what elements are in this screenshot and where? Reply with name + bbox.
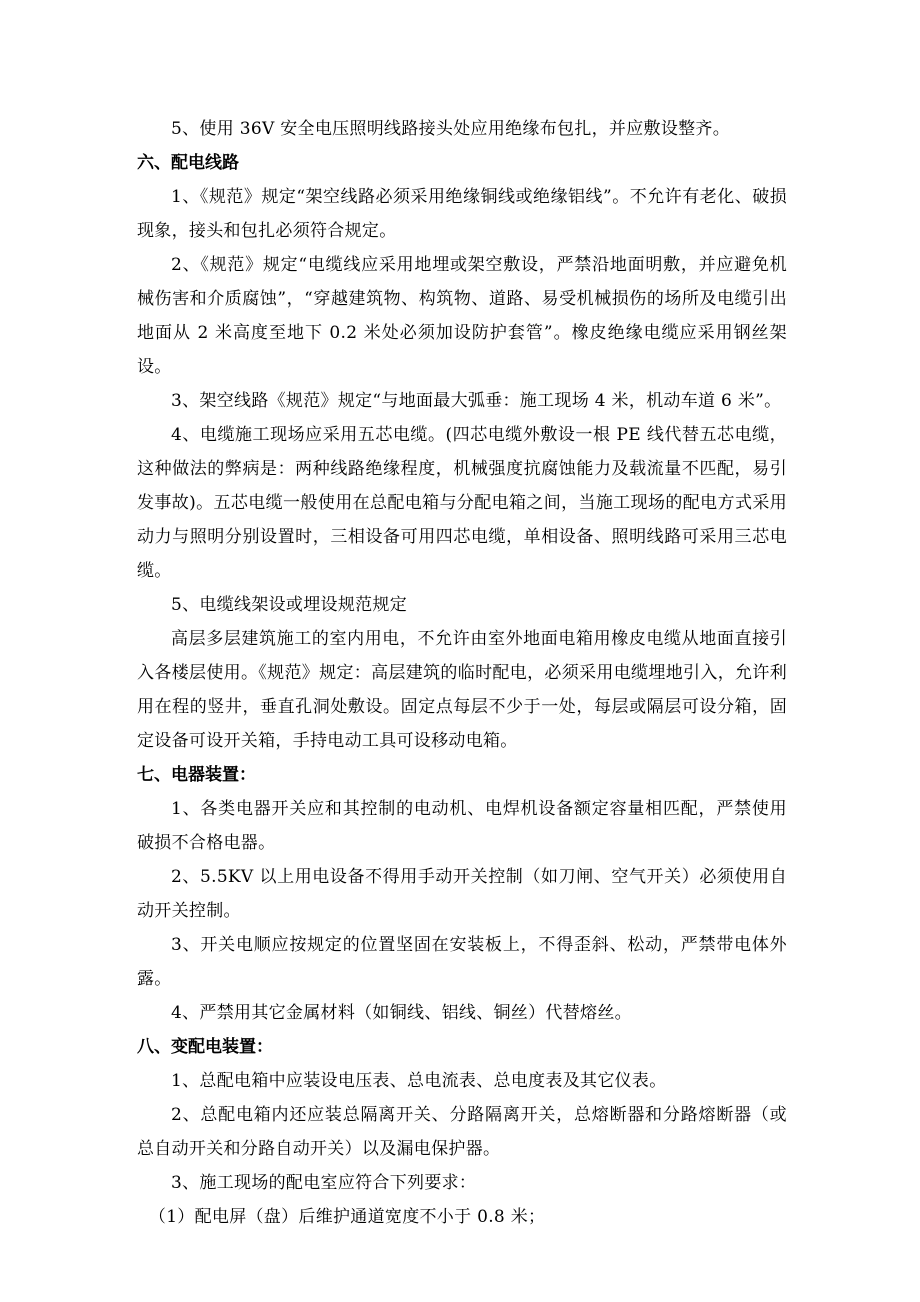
paragraph-wiring-1: 1、《规范》规定“架空线路必须采用绝缘铜线或绝缘铝线”。不允许有老化、破损现象，接头和包扎必须符合规定。 (137, 187, 787, 241)
paragraph-lighting-5: 5、使用 36V 安全电压照明线路接头处应用绝缘布包扎，并应敷设整齐。 (171, 119, 731, 139)
section-heading-6: 六、配电线路 (137, 153, 239, 173)
paragraph-distribution-3: 3、施工现场的配电室应符合下列要求： (171, 1173, 477, 1193)
paragraph-wiring-2: 2、《规范》规定“电缆线应采用地埋或架空敷设，严禁沿地面明敷，并应避免机械伤害和介质腐蚀”，“穿越建筑物、构筑物、道路、易受机械损伤的场所及电缆引出地面从 2 米高度至地下 0.2 米处必须加设防护套管”。橡皮绝缘电缆应采用钢丝架设。 (137, 255, 787, 377)
paragraph-devices-2: 2、5.5KV 以上用电设备不得用手动开关控制（如刀闸、空气开关）必须使用自动开关控制。 (137, 867, 787, 921)
paragraph-distribution-3-item-1: （1）配电屏（盘）后维护通道宽度不小于 0.8 米； (148, 1207, 546, 1227)
paragraph-wiring-5-detail: 高层多层建筑施工的室内用电，不允许由室外地面电箱用橡皮电缆从地面直接引入各楼层使用。《规范》规定：高层建筑的临时配电，必须采用电缆埋地引入，允许利用在程的竖井，垂直孔洞处敷设。固定点每层不少于一处，每层或隔层可设分箱，固定设备可设开关箱，手持电动工具可设移动电箱。 (137, 629, 787, 751)
document-body (137, 112, 787, 1234)
paragraph-wiring-4: 4、电缆施工现场应采用五芯电缆。(四芯电缆外敷设一根 PE 线代替五芯电缆，这种做法的弊病是：两种线路绝缘程度，机械强度抗腐蚀能力及载流量不匹配，易引发事故)。五芯电缆一般使用在总配电箱与分配电箱之间，当施工现场的配电方式采用动力与照明分别设置时，三相设备可用四芯电缆，单相设备、照明线路可采用三芯电缆。 (137, 425, 787, 581)
section-heading-8: 八、变配电装置： (137, 1037, 273, 1057)
paragraph-distribution-1: 1、总配电箱中应装设电压表、总电流表、总电度表及其它仪表。 (171, 1071, 667, 1091)
paragraph-devices-1: 1、各类电器开关应和其控制的电动机、电焊机设备额定容量相匹配，严禁使用破损不合格电器。 (137, 799, 787, 853)
paragraph-distribution-2: 2、总配电箱内还应装总隔离开关、分路隔离开关，总熔断器和分路熔断器（或总自动开关和分路自动开关）以及漏电保护器。 (137, 1105, 787, 1159)
section-heading-7: 七、电器装置： (137, 765, 256, 785)
paragraph-devices-3: 3、开关电顺应按规定的位置坚固在安装板上，不得歪斜、松动，严禁带电体外露。 (137, 935, 787, 989)
paragraph-wiring-5: 5、电缆线架设或埋设规范规定 (171, 595, 408, 615)
paragraph-wiring-3: 3、架空线路《规范》规定“与地面最大弧垂：施工现场 4 米，机动车道 6 米”。 (171, 391, 782, 411)
paragraph-devices-4: 4、严禁用其它金属材料（如铜线、铝线、铜丝）代替熔丝。 (171, 1003, 632, 1023)
